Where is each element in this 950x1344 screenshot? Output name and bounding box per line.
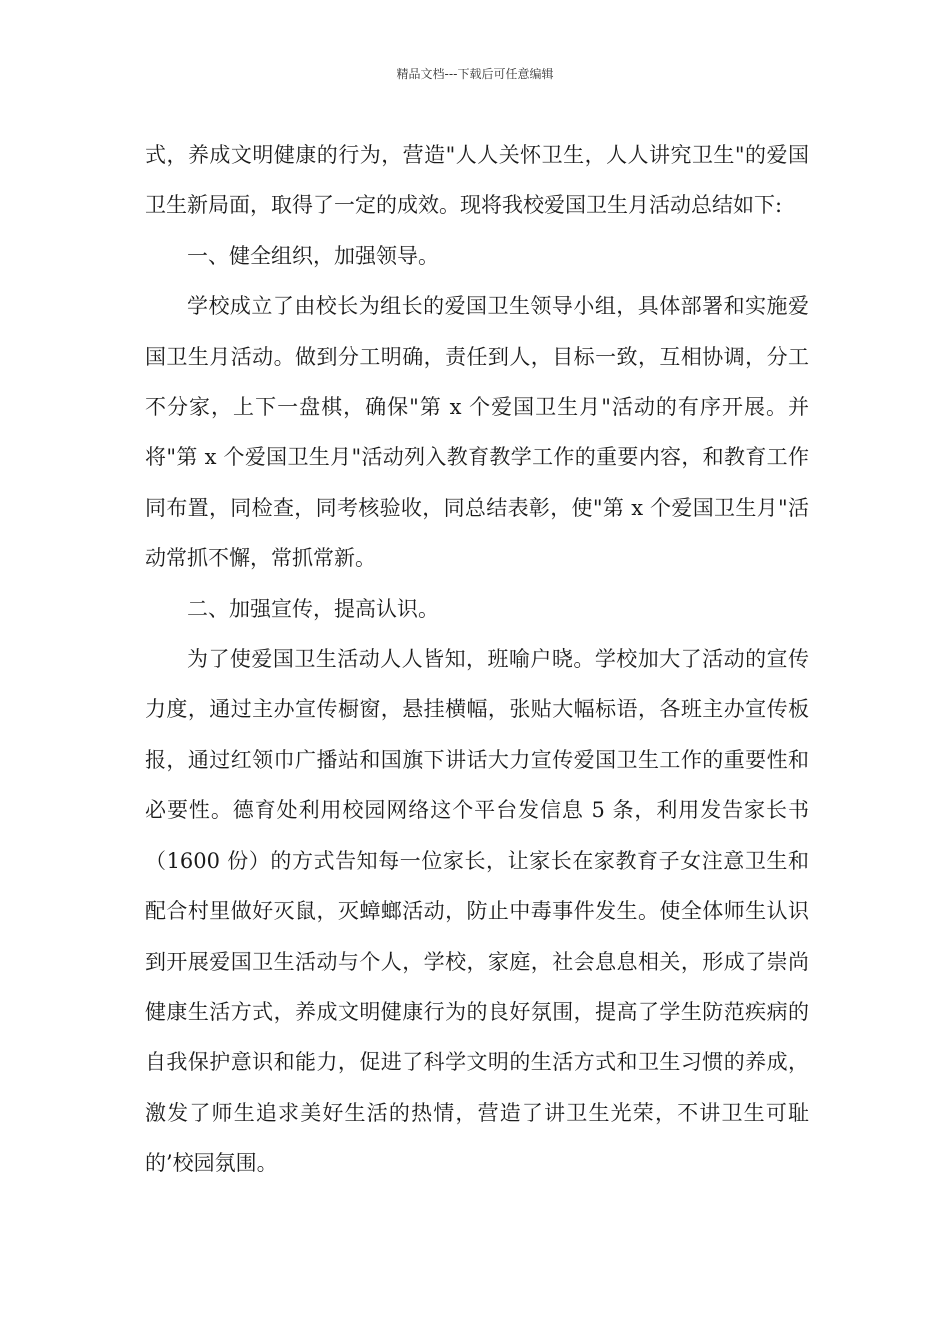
section-heading-organization: 一、健全组织，加强领导。	[187, 243, 439, 268]
paragraph-publicity: 为了使爱国卫生活动人人皆知，班喻户晓。学校加大了活动的宣传力度，通过主办宣传橱窗，悬挂横幅，张贴大幅标语，各班主办宣传板报，通过红领巾广播站和国旗下讲话大力宣传爱国卫生工作的重要性和必要性。德育处利用校园网络这个平台发信息 5 条，利用发告家长书（1600 份）的方式告知每一位家长，让家长在家教育子女注意卫生和配合村里做好灭鼠，灭蟑螂活动，防止中毒事件发生。使全体师生认识到开展爱国卫生活动与个人，学校，家庭，社会息息相关，形成了崇尚健康生活方式，养成文明健康行为的良好氛围，提高了学生防范疾病的自我保护意识和能力，促进了科学文明的生活方式和卫生习惯的养成，激发了师生追求美好生活的热情，营造了讲卫生光荣，不讲卫生可耻的’校园氛围。	[145, 647, 809, 1176]
document-body	[145, 130, 809, 1189]
paragraph-intro-continuation: 式，养成文明健康的行为，营造"人人关怀卫生，人人讲究卫生"的爱国卫生新局面，取得了一定的成效。现将我校爱国卫生月活动总结如下:	[145, 143, 809, 218]
paragraph-organization: 学校成立了由校长为组长的爱国卫生领导小组，具体部署和实施爱国卫生月活动。做到分工明确，责任到人，目标一致，互相协调，分工不分家，上下一盘棋，确保"第 x 个爱国卫生月"活动的有序开展。并将"第 x 个爱国卫生月"活动列入教育教学工作的重要内容，和教育工作同布置，同检查，同考核验收，同总结表彰，使"第 x 个爱国卫生月"活动常抓不懈，常抓常新。	[145, 294, 809, 571]
section-heading-publicity: 二、加强宣传，提高认识。	[187, 596, 439, 621]
page-header: 精品文档---下载后可任意编辑	[396, 67, 554, 81]
